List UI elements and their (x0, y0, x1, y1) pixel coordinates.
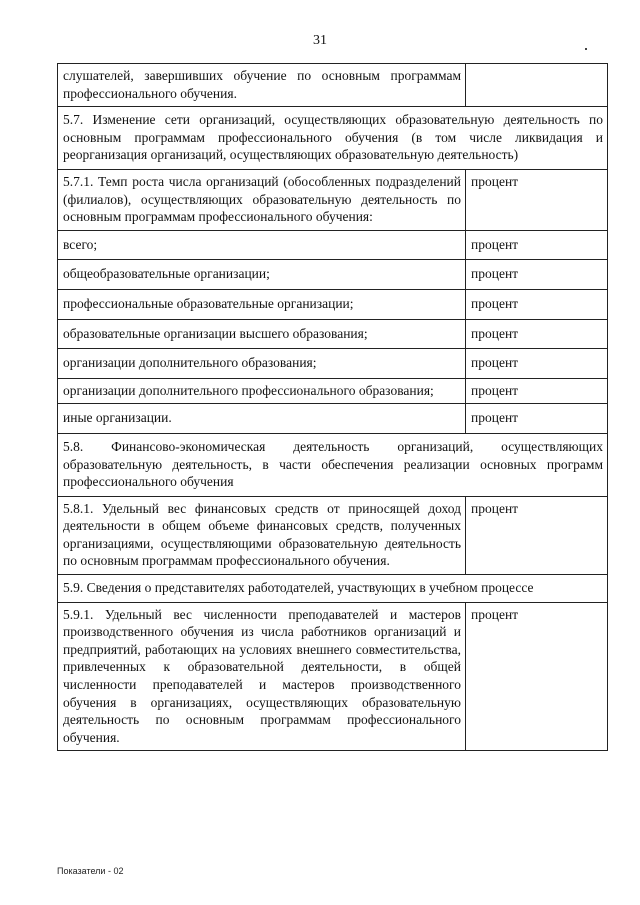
section-row (58, 575, 608, 603)
table-row (58, 230, 608, 260)
indicator-label: общеобразовательные организации; (58, 260, 466, 290)
indicator-label: слушателей, завершивших обучение по основным программам профессионального обучения. (58, 64, 466, 107)
section-row (58, 107, 608, 170)
unit-cell: процент (466, 349, 608, 379)
table-row (58, 602, 608, 751)
indicator-label: образовательные организации высшего образования; (58, 319, 466, 349)
table-row (58, 349, 608, 379)
indicator-label: 5.7.1. Темп роста числа организаций (обособленных подразделений (филиалов), осуществляющих образовательную деятельность по основным программам профессионального обучения: (58, 169, 466, 230)
unit-cell: процент (466, 602, 608, 751)
scan-speck (585, 48, 587, 50)
unit-cell: процент (466, 230, 608, 260)
indicator-label: организации дополнительного профессионального образования; (58, 378, 466, 404)
indicator-label: организации дополнительного образования; (58, 349, 466, 379)
unit-cell: процент (466, 404, 608, 434)
footer-code: Показатели - 02 (57, 866, 124, 876)
indicator-label: профессиональные образовательные организации; (58, 289, 466, 319)
unit-cell: процент (466, 378, 608, 404)
table-row (58, 496, 608, 574)
table-row (58, 404, 608, 434)
unit-cell: процент (466, 496, 608, 574)
section-row (58, 433, 608, 496)
unit-cell: процент (466, 289, 608, 319)
table-row (58, 378, 608, 404)
table-row (58, 319, 608, 349)
section-heading: 5.8. Финансово-экономическая деятельность организаций, осуществляющих образовательную деятельность, в части обеспечения реализации основных программ профессионального обучения (58, 433, 608, 496)
indicator-label: 5.9.1. Удельный вес численности преподавателей и мастеров производственного обучения из числа работников организаций и предприятий, работающих на условиях внешнего совместительства, привлеченных к образовательной деятельности, в общей численности преподавателей и мастеров производственного обучения в организациях, осуществляющих образовательную деятельность по основным программам профессионального обучения. (58, 602, 466, 751)
page-number: 31 (313, 33, 327, 48)
indicator-label: всего; (58, 230, 466, 260)
table-row (58, 260, 608, 290)
indicator-label: 5.8.1. Удельный вес финансовых средств от приносящей доход деятельности в общем объеме финансовых средств, полученных организациями, осуществляющими образовательную деятельность по основным программам профессионального обучения. (58, 496, 466, 574)
indicator-label: иные организации. (58, 404, 466, 434)
table-row (58, 64, 608, 107)
unit-cell (466, 64, 608, 107)
unit-cell: процент (466, 319, 608, 349)
table-row (58, 169, 608, 230)
section-heading: 5.7. Изменение сети организаций, осуществляющих образовательную деятельность по основным программам профессионального обучения (в том числе ликвидация и реорганизация организаций, осуществляющих образовательную деятельность) (58, 107, 608, 170)
table-row (58, 289, 608, 319)
section-heading: 5.9. Сведения о представителях работодателей, участвующих в учебном процессе (58, 575, 608, 603)
unit-cell: процент (466, 169, 608, 230)
unit-cell: процент (466, 260, 608, 290)
indicators-table (57, 63, 608, 751)
